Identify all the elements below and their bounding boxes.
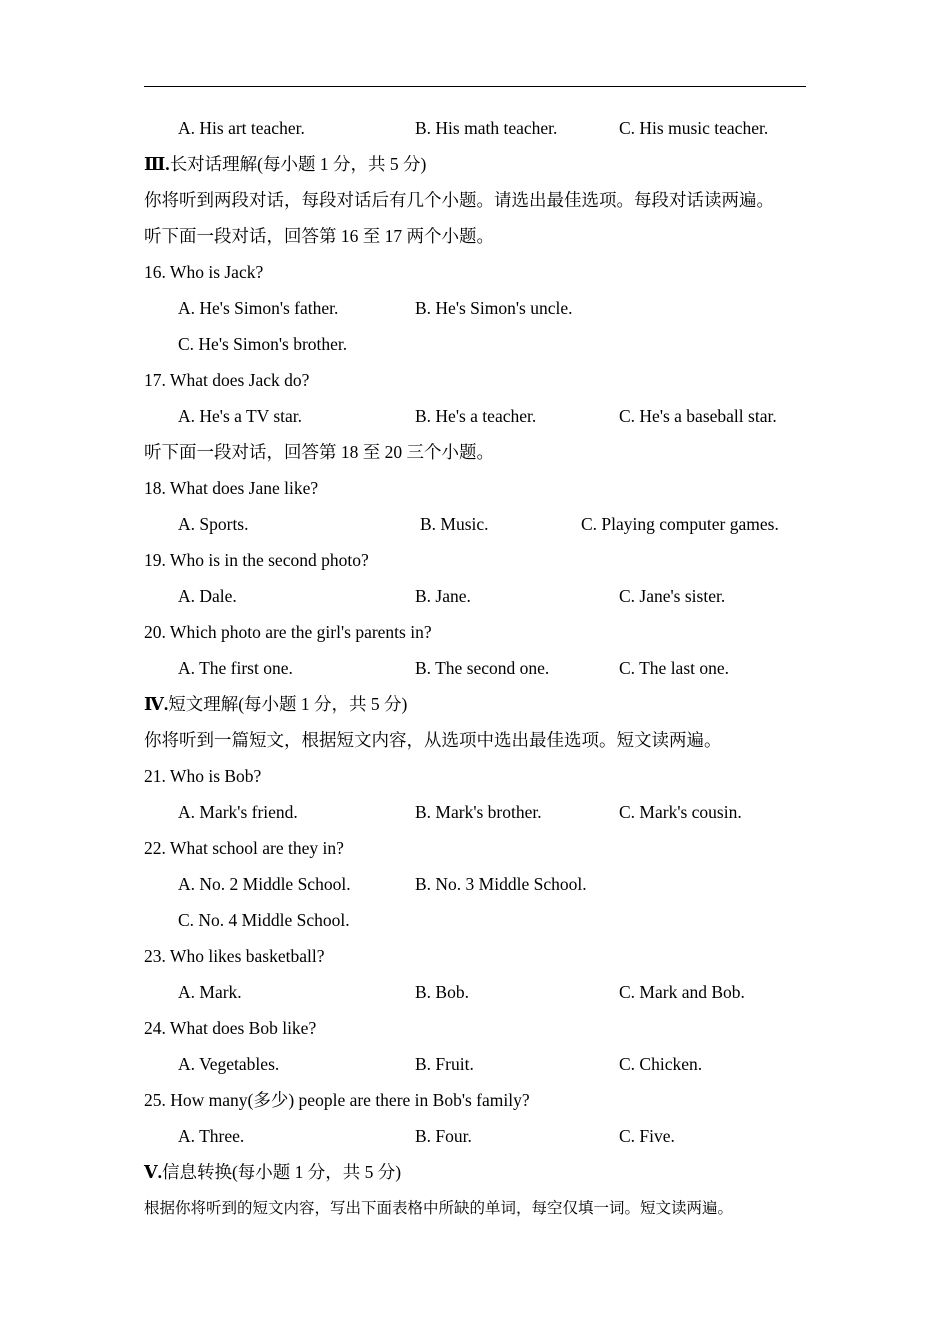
question-18: 18. What does Jane like?	[144, 478, 319, 498]
section-4-title: 短文理解(每小题 1 分，共 5 分)	[168, 694, 408, 714]
section-3-number: Ⅲ.	[144, 154, 170, 174]
section-3-instructions: 你将听到两段对话，每段对话后有几个小题。请选出最佳选项。每段对话读两遍。	[144, 190, 774, 210]
q24-option-a: A. Vegetables.	[178, 1054, 280, 1074]
section-4-number: Ⅳ.	[144, 694, 169, 714]
q15-option-c: C. His music teacher.	[619, 118, 769, 138]
q19-option-a: A. Dale.	[178, 586, 237, 606]
section-5-number: Ⅴ.	[144, 1162, 162, 1182]
question-23: 23. Who likes basketball?	[144, 946, 325, 966]
q17-option-b: B. He's a teacher.	[415, 406, 537, 426]
section-4-heading	[144, 693, 407, 715]
q24-option-b: B. Fruit.	[415, 1054, 474, 1074]
q16-option-a: A. He's Simon's father.	[178, 298, 339, 318]
q25-option-b: B. Four.	[415, 1126, 472, 1146]
q20-option-b: B. The second one.	[415, 658, 550, 678]
q18-option-c: C. Playing computer games.	[581, 514, 779, 534]
q17-option-a: A. He's a TV star.	[178, 406, 303, 426]
q23-option-b: B. Bob.	[415, 982, 469, 1002]
q20-option-a: A. The first one.	[178, 658, 293, 678]
q21-option-c: C. Mark's cousin.	[619, 802, 742, 822]
q24-option-c: C. Chicken.	[619, 1054, 703, 1074]
question-20: 20. Which photo are the girl's parents in?	[144, 622, 432, 642]
q18-option-b: B. Music.	[420, 514, 489, 534]
section-5-heading	[144, 1161, 401, 1183]
question-24: 24. What does Bob like?	[144, 1018, 317, 1038]
q22-option-b: B. No. 3 Middle School.	[415, 874, 587, 894]
question-17: 17. What does Jack do?	[144, 370, 310, 390]
q18-option-a: A. Sports.	[178, 514, 249, 534]
q21-option-b: B. Mark's brother.	[415, 802, 542, 822]
question-16: 16. Who is Jack?	[144, 262, 264, 282]
q19-option-c: C. Jane's sister.	[619, 586, 726, 606]
dialogue-2-intro: 听下面一段对话，回答第 18 至 20 三个小题。	[144, 442, 494, 462]
q23-option-a: A. Mark.	[178, 982, 242, 1002]
header-rule	[144, 86, 806, 87]
q21-option-a: A. Mark's friend.	[178, 802, 298, 822]
q22-option-c: C. No. 4 Middle School.	[178, 910, 350, 930]
question-19: 19. Who is in the second photo?	[144, 550, 369, 570]
section-5-instructions: 根据你将听到的短文内容，写出下面表格中所缺的单词，每空仅填一词。短文读两遍。	[144, 1200, 734, 1217]
question-25: 25. How many(多少) people are there in Bob's family?	[144, 1090, 530, 1110]
q20-option-c: C. The last one.	[619, 658, 730, 678]
q15-option-a: A. His art teacher.	[178, 118, 305, 138]
question-21: 21. Who is Bob?	[144, 766, 262, 786]
dialogue-1-intro: 听下面一段对话，回答第 16 至 17 两个小题。	[144, 226, 494, 246]
q17-option-c: C. He's a baseball star.	[619, 406, 777, 426]
q15-option-b: B. His math teacher.	[415, 118, 558, 138]
section-3-title: 长对话理解(每小题 1 分，共 5 分)	[169, 154, 427, 174]
q25-option-c: C. Five.	[619, 1126, 675, 1146]
q22-option-a: A. No. 2 Middle School.	[178, 874, 351, 894]
q16-option-c: C. He's Simon's brother.	[178, 334, 348, 354]
q19-option-b: B. Jane.	[415, 586, 471, 606]
question-22: 22. What school are they in?	[144, 838, 344, 858]
q16-option-b: B. He's Simon's uncle.	[415, 298, 573, 318]
q23-option-c: C. Mark and Bob.	[619, 982, 745, 1002]
section-4-instructions: 你将听到一篇短文，根据短文内容，从选项中选出最佳选项。短文读两遍。	[144, 730, 722, 750]
q25-option-a: A. Three.	[178, 1126, 245, 1146]
section-5-title: 信息转换(每小题 1 分，共 5 分)	[161, 1162, 402, 1182]
section-3-heading	[144, 153, 426, 175]
